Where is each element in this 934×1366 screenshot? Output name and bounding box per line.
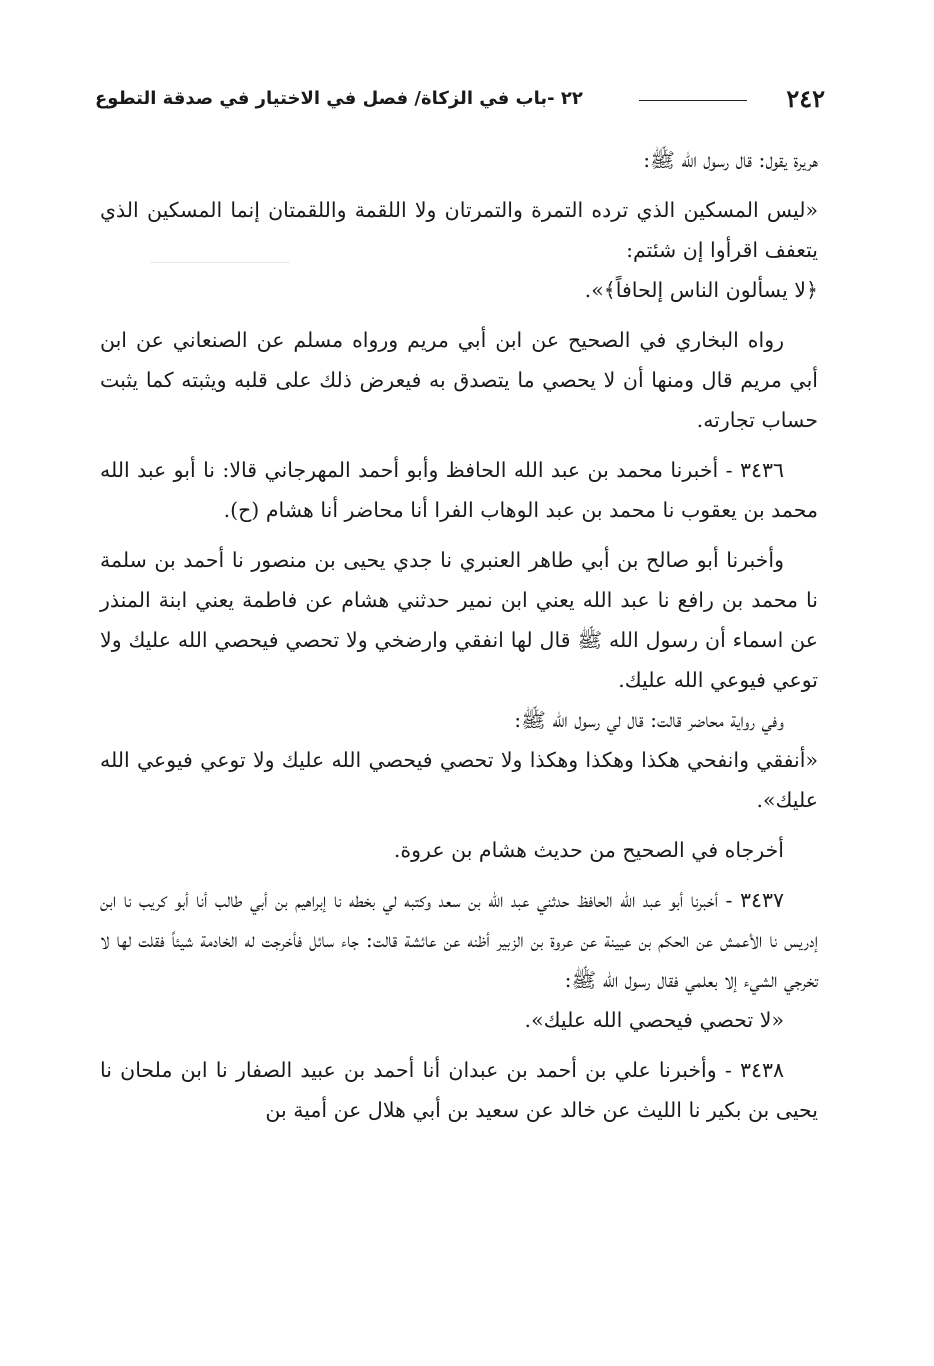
page-body <box>100 140 818 1130</box>
paragraph-hadith-3438: ٣٤٣٨ - وأخبرنا علي بن أحمد بن عبدان أنا أحمد بن عبيد الصفار نا ابن ملحان نا يحيى بن بكير نا الليث عن خالد عن سعيد بن أبي هلال عن أمية بن <box>100 1058 818 1122</box>
paragraph-hadith-quote: «ليس المسكين الذي ترده التمرة والتمرتان ولا اللقمة واللقمتان إنما المسكين الذي يتعفف اقرأوا إن شئتم: <box>100 198 818 262</box>
paragraph-hadith-quote-3: «لا تحصي فيحصي الله عليك». <box>524 1008 784 1032</box>
paragraph-isnad-second: وأخبرنا أبو صالح بن أبي طاهر العنبري نا جدي يحيى بن منصور نا أحمد بن سلمة نا محمد بن رافع نا عبد الله يعني ابن نمير حدثني هشام عن فاطمة يعني ابنة المنذر عن اسماء أن رسول الله ﷺ قال لها انفقي وارضخي ولا تحصي فيحصي الله عليك ولا توعي فيوعي الله عليك. <box>100 548 818 692</box>
paragraph-hadith-quote-2: «أنفقي وانفحي هكذا وهكذا وهكذا ولا تحصي فيحصي الله عليك ولا توعي فيوعي الله عليك». <box>100 748 818 812</box>
paragraph-hadith-3436: ٣٤٣٦ - أخبرنا محمد بن عبد الله الحافظ وأبو أحمد المهرجاني قالا: نا أبو عبد الله محمد بن يعقوب نا محمد بن عبد الوهاب الفرا أنا محاضر أنا هشام (ح). <box>100 458 818 522</box>
paragraph-quran-verse: ﴿لا يسألون الناس إلحافاً﴾». <box>584 278 818 302</box>
paragraph-takhrij-2: أخرجاه في الصحيح من حديث هشام بن عروة. <box>393 838 784 862</box>
paragraph-muhadir-narration: وفي رواية محاضر قالت: قال لي رسول الله ﷺ: <box>514 708 784 732</box>
paragraph-hadith-3437: ٣٤٣٧ - أخبرنا أبو عبد الله الحافظ حدثني عبد الله بن سعد وكتبه لي بخطه نا إبراهيم بن أبي طالب أنا أبو كريب نا ابن إدريس نا الأعمش عن الحكم بن عيينة عن عروة بن الزبير أظنه عن عائشة قالت: جاء سائل فأخرجت له الخادمة شيئاً فقلت لها لا تخرجي الشيء إلا بعلمي فقال رسول الله ﷺ: <box>100 888 818 992</box>
paragraph-takhrij: رواه البخاري في الصحيح عن ابن أبي مريم ورواه مسلم عن الصنعاني عن ابن أبي مريم قال ومنها أن لا يحصي ما يتصدق به فيعرض ذلك على قلبه ويثبته كما يثبت حساب تجارته. <box>100 328 818 432</box>
page-number: ٢٤٢ <box>786 84 825 113</box>
running-title: ٢٢ -باب في الزكاة/ فصل في الاختيار في صدقة التطوع <box>95 88 583 109</box>
header-rule <box>639 100 747 101</box>
paragraph-hadith-intro: هريرة يقول: قال رسول الله ﷺ: <box>643 148 818 172</box>
running-header <box>95 82 825 116</box>
